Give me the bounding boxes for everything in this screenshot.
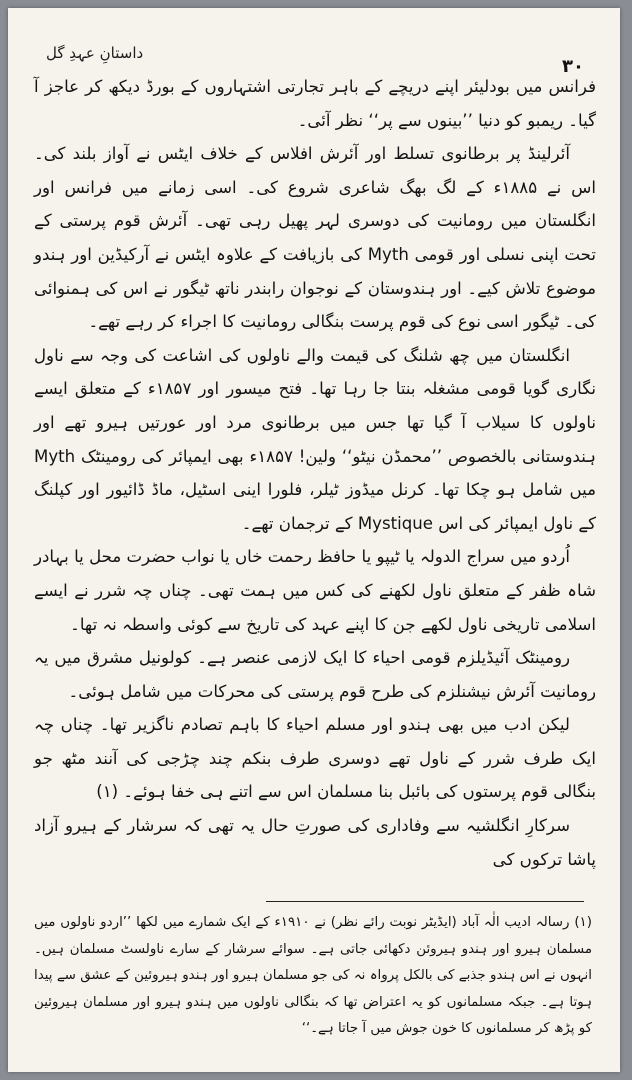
- paragraph: رومینٹک آئیڈیلزم قومی احیاء کا ایک لازمی عنصر ہے۔ کولونیل مشرق میں یہ رومانیت آئرش نیشنلزم کی طرح قوم پرستی کی محرکات میں شامل ہوئی۔: [34, 648, 596, 701]
- paragraph: سرکارِ انگلشیہ سے وفاداری کی صورتِ حال یہ تھی کہ سرشار کے ہیرو آزاد پاشا ترکوں کی: [34, 816, 596, 869]
- running-head: داستانِ عہدِ گل: [46, 44, 144, 62]
- body-text: [34, 70, 596, 876]
- paragraph: اُردو میں سراج الدولہ یا ٹیپو یا حافظ رحمت خاں یا نواب حضرت محل یا بہادر شاہ ظفر کے متعلق ناول لکھنے کی کس میں ہمت تھی۔ چناں چہ شرر نے ایسے اسلامی تاریخی ناول لکھے جن کا اپنے عہد کی تاریخ سے کوئی واسطہ نہ تھا۔: [34, 547, 596, 634]
- book-page: [8, 8, 620, 1072]
- footnote-divider: [266, 901, 584, 902]
- page-number: ۳۰: [562, 56, 584, 77]
- paragraph: فرانس میں بودلیئر اپنے دریچے کے باہر تجارتی اشتہاروں کے بورڈ دیکھ کر عاجز آ گیا۔ ریمبو کو دنیا ’’بینوں سے پر‘‘ نظر آئی۔: [34, 77, 596, 130]
- paragraph: آئرلینڈ پر برطانوی تسلط اور آئرش افلاس کے خلاف ایٹس نے آواز بلند کی۔ اس نے ۱۸۸۵ء کے لگ بھگ شاعری شروع کی۔ اسی زمانے میں فرانس اور انگلستان میں رومانیت کی دوسری لہر پھیل رہی تھی۔ آئرش قوم پرستی کے تحت اپنی نسلی اور قومی Myth کی بازیافت کے علاوہ ایٹس نے آرکیڈین اور ہندو موضوع تلاش کیے۔ اور ہندوستان کے نوجوان رابندر ناتھ ٹیگور نے اس کی ہمنوائی کی۔ ٹیگور اسی نوع کی قوم پرست بنگالی رومانیت کا اجراء کر رہے تھے۔: [34, 144, 597, 332]
- paragraph: انگلستان میں چھ شلنگ کی قیمت والے ناولوں کی اشاعت کی وجہ سے ناول نگاری گویا قومی مشغلہ بنتا جا رہا تھا۔ فتح میسور اور ۱۸۵۷ء کے متعلق ایسے ناولوں کا سیلاب آ گیا تھا جس میں برطانوی مرد اور عورتیں ہیرو تھے اور ہندوستانی بالخصوص ’’محمڈن نیٹو‘‘ ولین! ۱۸۵۷ء بھی ایمپائر کی رومینٹک Myth میں شامل ہو چکا تھا۔ کرنل میڈوز ٹیلر، فلورا اینی اسٹیل، ماڈ ڈائیور اور کپلنگ کے ناول ایمپائر کی اس Mystique کے ترجمان تھے۔: [34, 345, 596, 533]
- paragraph: لیکن ادب میں بھی ہندو اور مسلم احیاء کا باہم تصادم ناگزیر تھا۔ چناں چہ ایک طرف شرر کے ناول تھے دوسری طرف بنکم چند چڑجی کی آنند مٹھ جو بنگالی قوم پرستوں کی بائبل بنا مسلمان اس سے اتنے ہی خفا ہوئے۔ (۱): [34, 715, 596, 802]
- footnote: (۱) رسالہ ادیب الٰہ آباد (ایڈیٹر نوبت رائے نظر) نے ۱۹۱۰ء کے ایک شمارے میں لکھا ’’اردو ناولوں میں مسلمان ہیرو اور ہندو ہیروئن دکھائی جاتی ہے۔ سوائے سرشار کے سارے ناولسٹ مسلمان ہیں۔ انہوں نے اس ہندو جذبے کی بالکل پرواہ نہ کی جو مسلمان ہیرو اور ہندو ہیروئین کے عشق سے پیدا ہوتا ہے۔ جبکہ مسلمانوں کو یہ اعتراض تھا کہ بنگالی ناولوں میں ہندو ہیرو اور مسلمان ہیروئین کو پڑھ کر مسلمانوں کا خون جوش میں آ جاتا ہے۔‘‘: [34, 915, 592, 1036]
